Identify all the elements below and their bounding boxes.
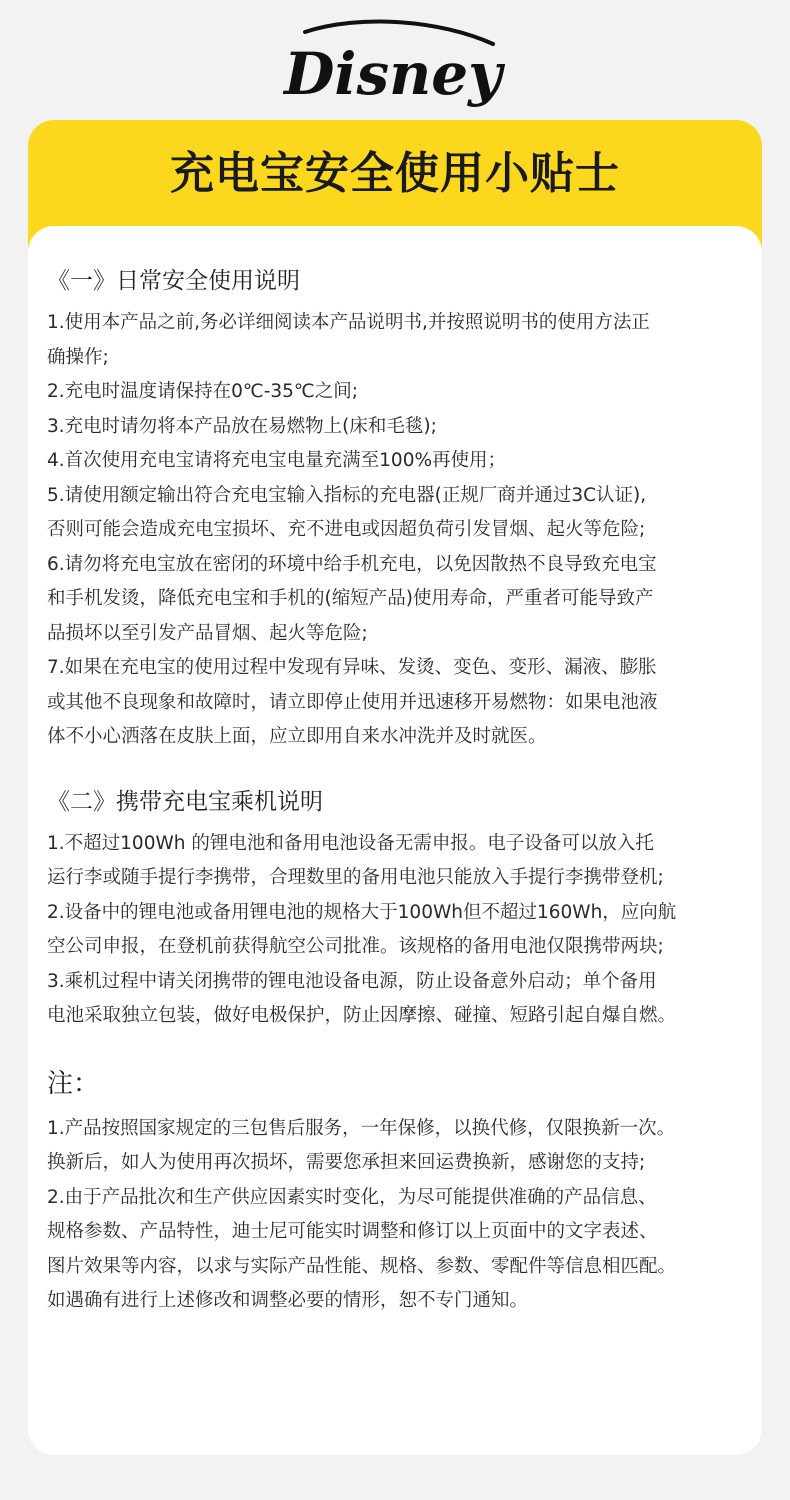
text-line: 换新后，如人为使用再次损坏，需要您承担来回运费换新，感谢您的支持;: [47, 1152, 646, 1173]
text-line: 3.乘机过程中请关闭携带的锂电池设备电源，防止设备意外启动；单个备用: [47, 970, 657, 992]
text-line: 2.设备中的锂电池或备用锂电池的规格大于100Wh但不超过160Wh，应向航: [47, 901, 677, 923]
disney-logo: [0, 14, 790, 114]
text-line: 图片效果等内容，以求与实际产品性能、规格、参数、零配件等信息相匹配。: [47, 1255, 677, 1277]
text-line: 规格参数、产品特性，迪士尼可能实时调整和修订以上页面中的文字表述、: [47, 1221, 658, 1242]
text-line: 运行李或随手提行李携带，合理数里的备用电池只能放入手提行李携带登机;: [47, 867, 664, 888]
section-flight-carry: [47, 785, 746, 1034]
text-line: 和手机发烫，降低充电宝和手机的(缩短产品)使用寿命，严重者可能导致产: [47, 588, 654, 609]
card-body: [28, 260, 762, 1319]
text-line: 1.不超过100Wh 的锂电池和备用电池设备无需申报。电子设备可以放入托: [47, 832, 654, 854]
text-line: 5.请使用额定输出符合充电宝输入指标的充电器(正规厂商并通过3C认证),: [47, 484, 647, 506]
text-line: 1.使用本产品之前,务必详细阅读本产品说明书,并按照说明书的使用方法正: [47, 312, 650, 333]
section-daily-safety: [47, 264, 746, 755]
section-heading: 《二》携带充电宝乘机说明: [47, 788, 323, 815]
card-header: [28, 120, 762, 260]
text-line: 4.首次使用充电宝请将充电宝电量充满至100%再使用；: [47, 450, 507, 471]
text-line: 电池采取独立包装，做好电极保护，防止因摩擦、碰撞、短路引起自爆自燃。: [47, 1005, 677, 1026]
text-line: 2.由于产品批次和生产供应因素实时变化，为尽可能提供准确的产品信息、: [47, 1186, 657, 1208]
text-line: 如遇确有进行上述修改和调整必要的情形，恕不专门通知。: [47, 1290, 529, 1311]
text-line: 6.请勿将充电宝放在密闭的环境中给手机充电，以免因散热不良导致充电宝: [47, 553, 657, 575]
text-line: 确操作;: [47, 346, 109, 368]
section-heading: 《一》日常安全使用说明: [47, 268, 300, 294]
text-line: 否则可能会造成充电宝损坏、充不进电或因超负荷引发冒烟、起火等危险;: [47, 519, 646, 540]
disney-logo-wordmark: [265, 14, 525, 114]
page-title: 充电宝安全使用小贴士: [170, 148, 620, 199]
text-line: 1.产品按照国家规定的三包售后服务，一年保修，以换代修，仅限换新一次。: [47, 1117, 676, 1139]
text-line: 或其他不良现象和故障时，请立即停止使用并迅速移开易燃物：如果电池液: [47, 691, 658, 713]
logo-text: Disney: [284, 40, 502, 108]
tips-card: [28, 120, 762, 1455]
text-line: 空公司申报，在登机前获得航空公司批准。该规格的备用电池仅限携带两块;: [47, 936, 664, 957]
text-line: 2.充电时温度请保持在0℃-35℃之间;: [47, 381, 358, 402]
text-line: 3.充电时请勿将本产品放在易燃物上(床和毛毯);: [47, 415, 437, 437]
section-notes: [47, 1064, 746, 1319]
section-heading: 注：: [47, 1068, 100, 1099]
text-line: 7.如果在充电宝的使用过程中发现有异味、发烫、变色、变形、漏液、膨胀: [47, 657, 657, 678]
text-line: 品损坏以至引发产品冒烟、起火等危险;: [47, 622, 368, 644]
text-line: 体不小心洒落在皮肤上面，应立即用自来水冲洗并及时就医。: [47, 726, 547, 747]
